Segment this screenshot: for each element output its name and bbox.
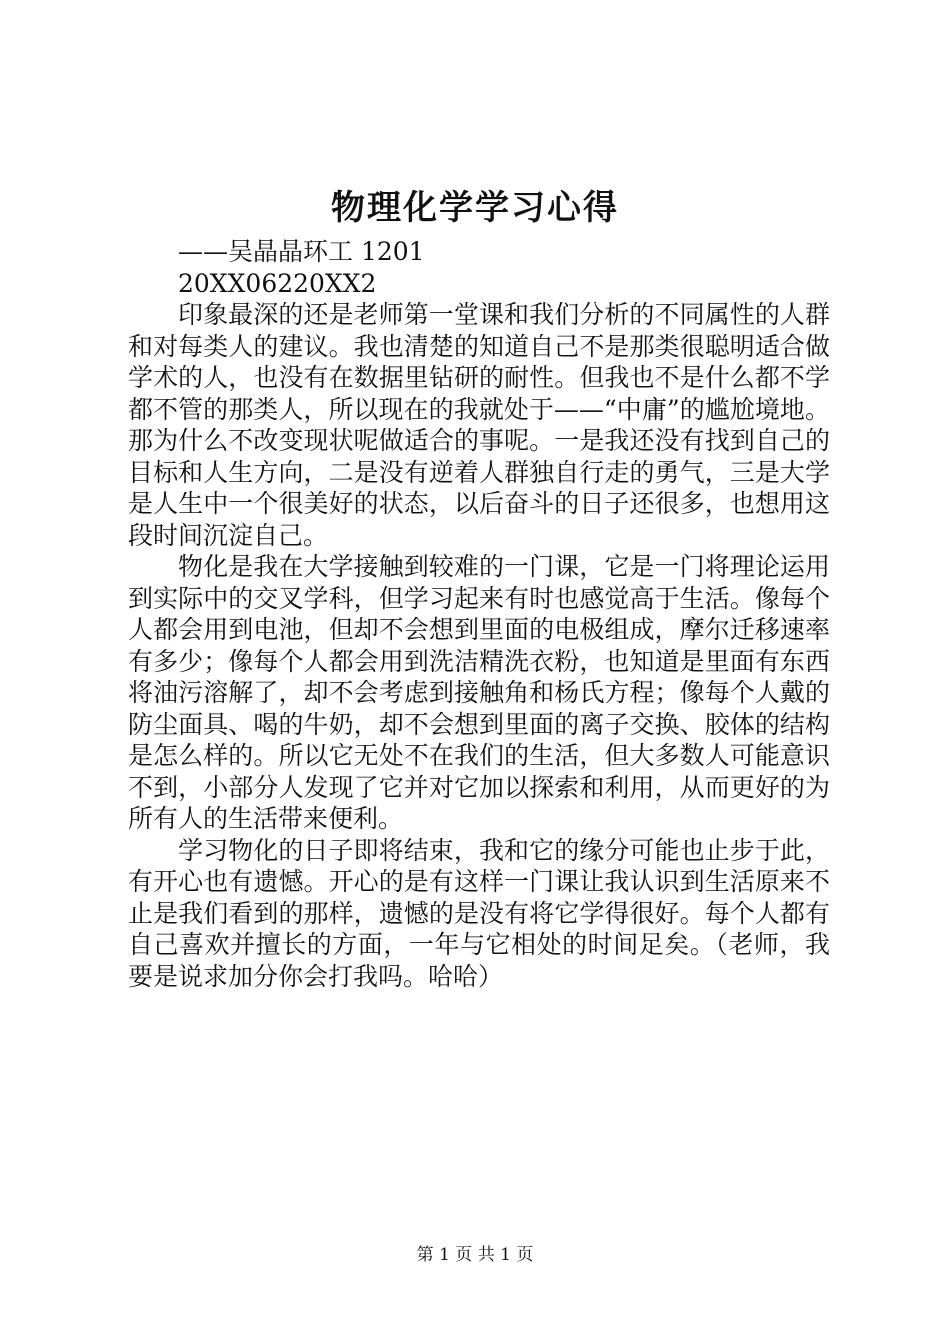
- student-id-line: 20XX06220XX2: [178, 268, 377, 298]
- document-body: [128, 236, 830, 992]
- paragraph-3: 学习物化的日子即将结束，我和它的缘分可能也止步于此，有开心也有遗憾。开心的是有这样一门课让我认识到生活原来不止是我们看到的那样，遗憾的是没有将它学得很好。每个人都有自己喜欢并擅长的方面，一年与它相处的时间足矣。（老师，我要是说求加分你会打我吗。哈哈）: [128, 835, 830, 991]
- paragraph-2: 物化是我在大学接触到较难的一门课，它是一门将理论运用到实际中的交叉学科，但学习起来有时也感觉高于生活。像每个人都会用到电池，但却不会想到里面的电极组成，摩尔迁移速率有多少；像每个人都会用到洗洁精洗衣粉，也知道是里面有东西将油污溶解了，却不会考虑到接触角和杨氏方程；像每个人戴的防尘面具、喝的牛奶，却不会想到里面的离子交换、胶体的结构是怎么样的。所以它无处不在我们的生活，但大多数人可能意识不到，小部分人发现了它并对它加以探索和利用，从而更好的为所有人的生活带来便利。: [128, 552, 830, 833]
- paragraph-1: 印象最深的还是老师第一堂课和我们分析的不同属性的人群和对每类人的建议。我也清楚的知道自己不是那类很聪明适合做学术的人，也没有在数据里钻研的耐性。但我也不是什么都不学都不管的那类人，所以现在的我就处于——“中庸”的尴尬境地。那为什么不改变现状呢做适合的事呢。一是我还没有找到自己的目标和人生方向，二是没有逆着人群独自行走的勇气，三是大学是人生中一个很美好的状态，以后奋斗的日子还很多，也想用这段时间沉淀自己。: [128, 300, 830, 550]
- author-line: ——吴晶晶环工 1201: [178, 237, 425, 266]
- page-number-footer: 第 1 页 共 1 页: [416, 1245, 534, 1265]
- document-title: 物理化学学习心得: [331, 188, 619, 228]
